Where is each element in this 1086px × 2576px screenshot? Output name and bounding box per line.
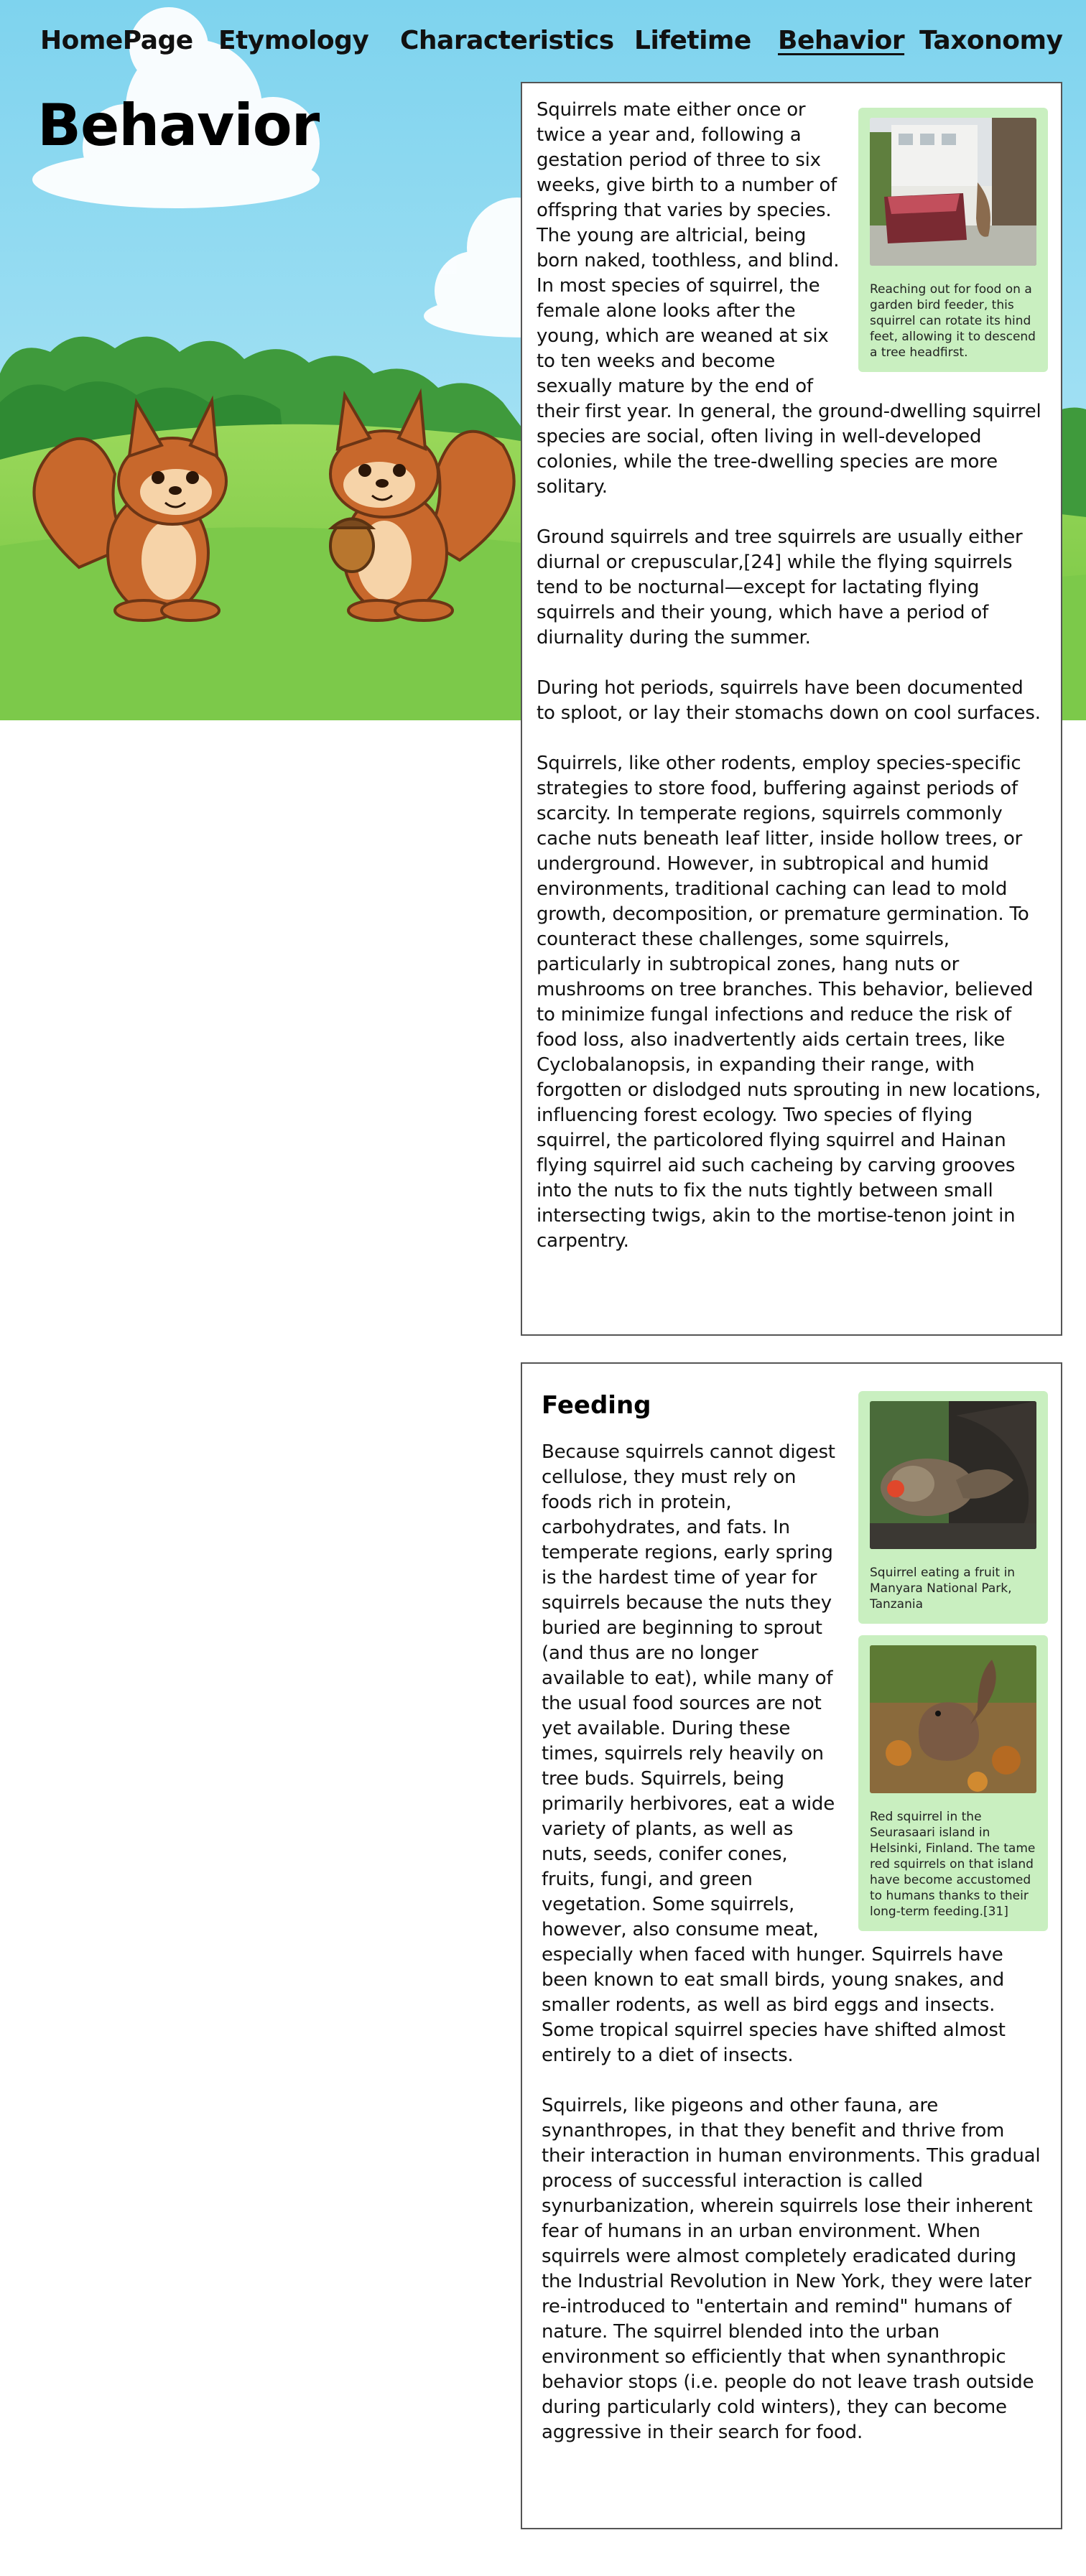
squirrel-eating-fruit-photo-icon xyxy=(870,1401,1036,1549)
figure-fruit xyxy=(858,1391,1048,1624)
figure-fruit-caption: Squirrel eating a fruit in Manyara National Park, Tanzania xyxy=(870,1566,1016,1612)
behavior-paragraph-4: Squirrels, like other rodents, employ species-specific strategies to store food, buffering against periods of scarcity. In temperate regions, squirrels commonly cache nuts beneath leaf litter, inside hollow trees, or underground. However, in subtropical and humid environments, traditional caching can lead to mold growth, decomposition, or premature germination. To counteract these challenges, some squirrels, particularly in subtropical zones, hang nuts or mushrooms on tree branches. This behavior, believed to minimize fungal infections and reduce the risk of food loss, also inadvertently aids certain trees, like Cyclobalanopsis, in expanding their range, with forgotten or dislodged nuts sprouting in new locations, influencing forest ecology. Two species of flying squirrel, the particolored flying squirrel and Hainan flying squirrel aid such cacheing by carving grooves into the nuts to fix the nuts tightly between small intersecting twigs, akin to the mortise-tenon joint in carpentry. xyxy=(537,753,1041,1252)
behavior-paragraph-3: During hot periods, squirrels have been documented to sploot, or lay their stomachs down on cool surfaces. xyxy=(537,677,1041,724)
top-navigation xyxy=(0,0,1086,86)
feeding-figures xyxy=(858,1391,1048,1931)
nav-homepage[interactable]: HomePage xyxy=(40,26,193,55)
behavior-paragraph-1: Squirrels mate either once or twice a year and, following a gestation period of three to six weeks, give birth to a number of offspring that varies by species. The young are altricial, being born naked, toothless, and blind. In most species of squirrel, the female alone looks after the young, which are weaned at six to ten weeks and become sexually mature by the end of their first year. In general, the ground-dwelling squirrel species are social, often living in well-developed colonies, while the tree-dwelling species are more solitary. xyxy=(537,99,1041,498)
feeding-paragraph-1: Because squirrels cannot digest cellulose, they must rely on foods rich in protein, carbohydrates, and fats. In temperate regions, early spring is the hardest time of year for squirrels because the nuts they buried are beginning to sprout (and thus are no longer available to eat), while many of the usual food sources are not yet available. During these times, squirrels rely heavily on tree buds. Squirrels, being primarily herbivores, eat a wide variety of plants, as well as nuts, seeds, conifer cones, fruits, fungi, and green vegetation. Some squirrels, however, also consume meat, especially when faced with hunger. Squirrels have been known to eat small birds, young snakes, and smaller rodents, as well as bird eggs and insects. Some tropical squirrel species have shifted almost entirely to a diet of insects. xyxy=(542,1441,1006,2066)
nav-etymology[interactable]: Etymology xyxy=(218,26,369,55)
figure-red-squirrel xyxy=(858,1635,1048,1931)
behavior-panel xyxy=(521,82,1062,1336)
figure-feeder xyxy=(858,108,1048,372)
feeding-heading: Feeding xyxy=(542,1391,651,1420)
figure-red-squirrel-caption: Red squirrel in the Seurasaari island in Helsinki, Finland. The tame red squirrels on that island have become accustomed to humans thanks to their long-term feeding.[31] xyxy=(870,1810,1036,1919)
nav-characteristics[interactable]: Characteristics xyxy=(400,26,614,55)
nav-lifetime[interactable]: Lifetime xyxy=(634,26,751,55)
nav-taxonomy[interactable]: Taxonomy xyxy=(919,26,1063,55)
squirrel-feeder-photo-icon xyxy=(870,118,1036,266)
behavior-paragraph-2: Ground squirrels and tree squirrels are usually either diurnal or crepuscular,[24] while the flying squirrels tend to be nocturnal—except for lactating flying squirrels and their young, which have a period of diurnality during the summer. xyxy=(537,526,1023,648)
red-squirrel-photo-icon xyxy=(870,1645,1036,1793)
feeding-paragraph-2: Squirrels, like pigeons and other fauna, are synanthropes, in that they benefit and thrive from their interaction in human environments. This gradual process of successful interaction is called synurbanization, wherein squirrels lose their inherent fear of humans in an urban environment. When squirrels were almost completely eradicated during the Industrial Revolution in New York, they were later re-introduced to "entertain and remind" humans of nature. The squirrel blended into the urban environment so efficiently that when synanthropic behavior stops (i.e. people do not leave trash outside during particularly cold winters), they can become aggressive in their search for food. xyxy=(542,2095,1041,2443)
page-title: Behavior xyxy=(37,92,320,159)
feeding-panel xyxy=(521,1362,1062,2529)
nav-behavior[interactable]: Behavior xyxy=(778,26,905,55)
figure-feeder-caption: Reaching out for food on a garden bird feeder, this squirrel can rotate its hind feet, allowing it to descend a tree headfirst. xyxy=(870,282,1036,360)
